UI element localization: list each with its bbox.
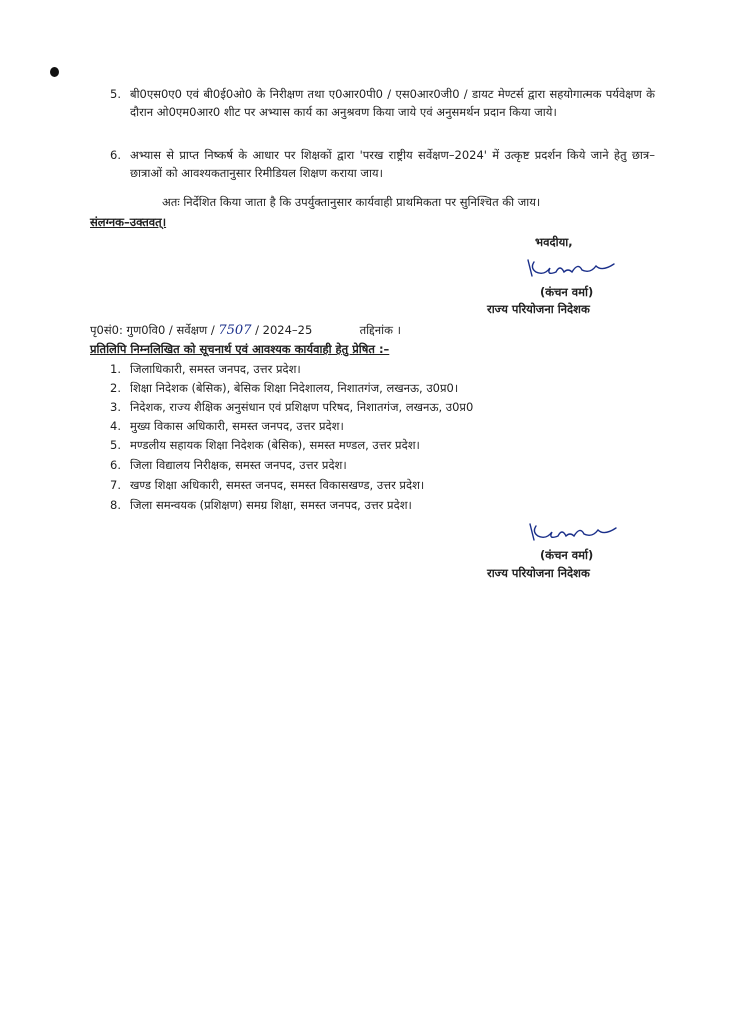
copy-list-item: 7. खण्ड शिक्षा अधिकारी, समस्त जनपद, समस्त विकासखण्ड, उत्तर प्रदेश। — [110, 478, 425, 492]
point-number: 6. — [110, 148, 121, 162]
reference-suffix: / 2024–25 — [255, 323, 313, 337]
reference-line — [90, 321, 401, 340]
copy-list-item: 8. जिला समन्वयक (प्रशिक्षण) समग्र शिक्षा, समस्त जनपद, उत्तर प्रदेश। — [110, 498, 412, 512]
ink-spot — [50, 67, 59, 77]
signatory-designation: राज्य परियोजना निदेशक — [487, 302, 590, 316]
copy-list-item: 6. जिला विद्यालय निरीक्षक, समस्त जनपद, उत्तर प्रदेश। — [110, 458, 347, 472]
point-text: बी0एस0ए0 एवं बी0ई0ओ0 के निरीक्षण तथा ए0आर0पी0 / एस0आर0जी0 / डायट मेण्टर्स द्वारा सहयोगात्मक पर्यवेक्षण के दौरान ओ0एम0आर0 शीट पर अभ्यास कार्य का अनुश्रवण किया जाये एवं अनुसमर्थन प्रदान किया जाये। — [130, 87, 655, 119]
copy-heading: प्रतिलिपि निम्नलिखित को सूचनार्थ एवं आवश्यक कार्यवाही हेतु प्रेषित :– — [90, 342, 390, 356]
signatory-designation: राज्य परियोजना निदेशक — [487, 566, 590, 580]
directive-text: अतः निर्देशित किया जाता है कि उपर्युक्तानुसार कार्यवाही प्राथमिकता पर सुनिश्चित की जाय। — [162, 195, 541, 209]
closing-salutation: भवदीया, — [535, 235, 573, 249]
copy-list-item: 5. मण्डलीय सहायक शिक्षा निदेशक (बेसिक), समस्त मण्डल, उत्तर प्रदेश। — [110, 438, 420, 452]
copy-list-item: 4. मुख्य विकास अधिकारी, समस्त जनपद, उत्तर प्रदेश। — [110, 419, 344, 433]
enclosure-label: संलग्नक–उक्तवत्। — [90, 215, 167, 229]
reference-prefix: पृ0सं0: गुण0वि0 / सर्वेक्षण / — [90, 323, 215, 337]
signatory-name: (कंचन वर्मा) — [540, 285, 594, 299]
point-item-6 — [110, 146, 655, 182]
copy-list-item: 3. निदेशक, राज्य शैक्षिक अनुसंधान एवं प्रशिक्षण परिषद, निशातगंज, लखनऊ, उ0प्र0 — [110, 400, 474, 414]
point-item-5 — [110, 85, 655, 121]
signatory-name: (कंचन वर्मा) — [540, 548, 594, 562]
copy-list-item: 1. जिलाधिकारी, समस्त जनपद, उत्तर प्रदेश। — [110, 362, 301, 376]
reference-date: तद्दिनांक । — [359, 323, 401, 337]
signature-2 — [522, 518, 622, 548]
signature-1 — [520, 254, 620, 284]
reference-number: 7507 — [218, 323, 252, 338]
copy-list-item: 2. शिक्षा निदेशक (बेसिक), बेसिक शिक्षा निदेशालय, निशातगंज, लखनऊ, उ0प्र0। — [110, 381, 459, 395]
point-text: अभ्यास से प्राप्त निष्कर्ष के आधार पर शिक्षकों द्वारा 'परख राष्ट्रीय सर्वेक्षण–2024' में उत्कृष्ट प्रदर्शन किये जाने हेतु छात्र–छात्राओं को आवश्यकतानुसार रिमीडियल शिक्षण कराया जाय। — [130, 148, 655, 180]
point-number: 5. — [110, 87, 121, 101]
